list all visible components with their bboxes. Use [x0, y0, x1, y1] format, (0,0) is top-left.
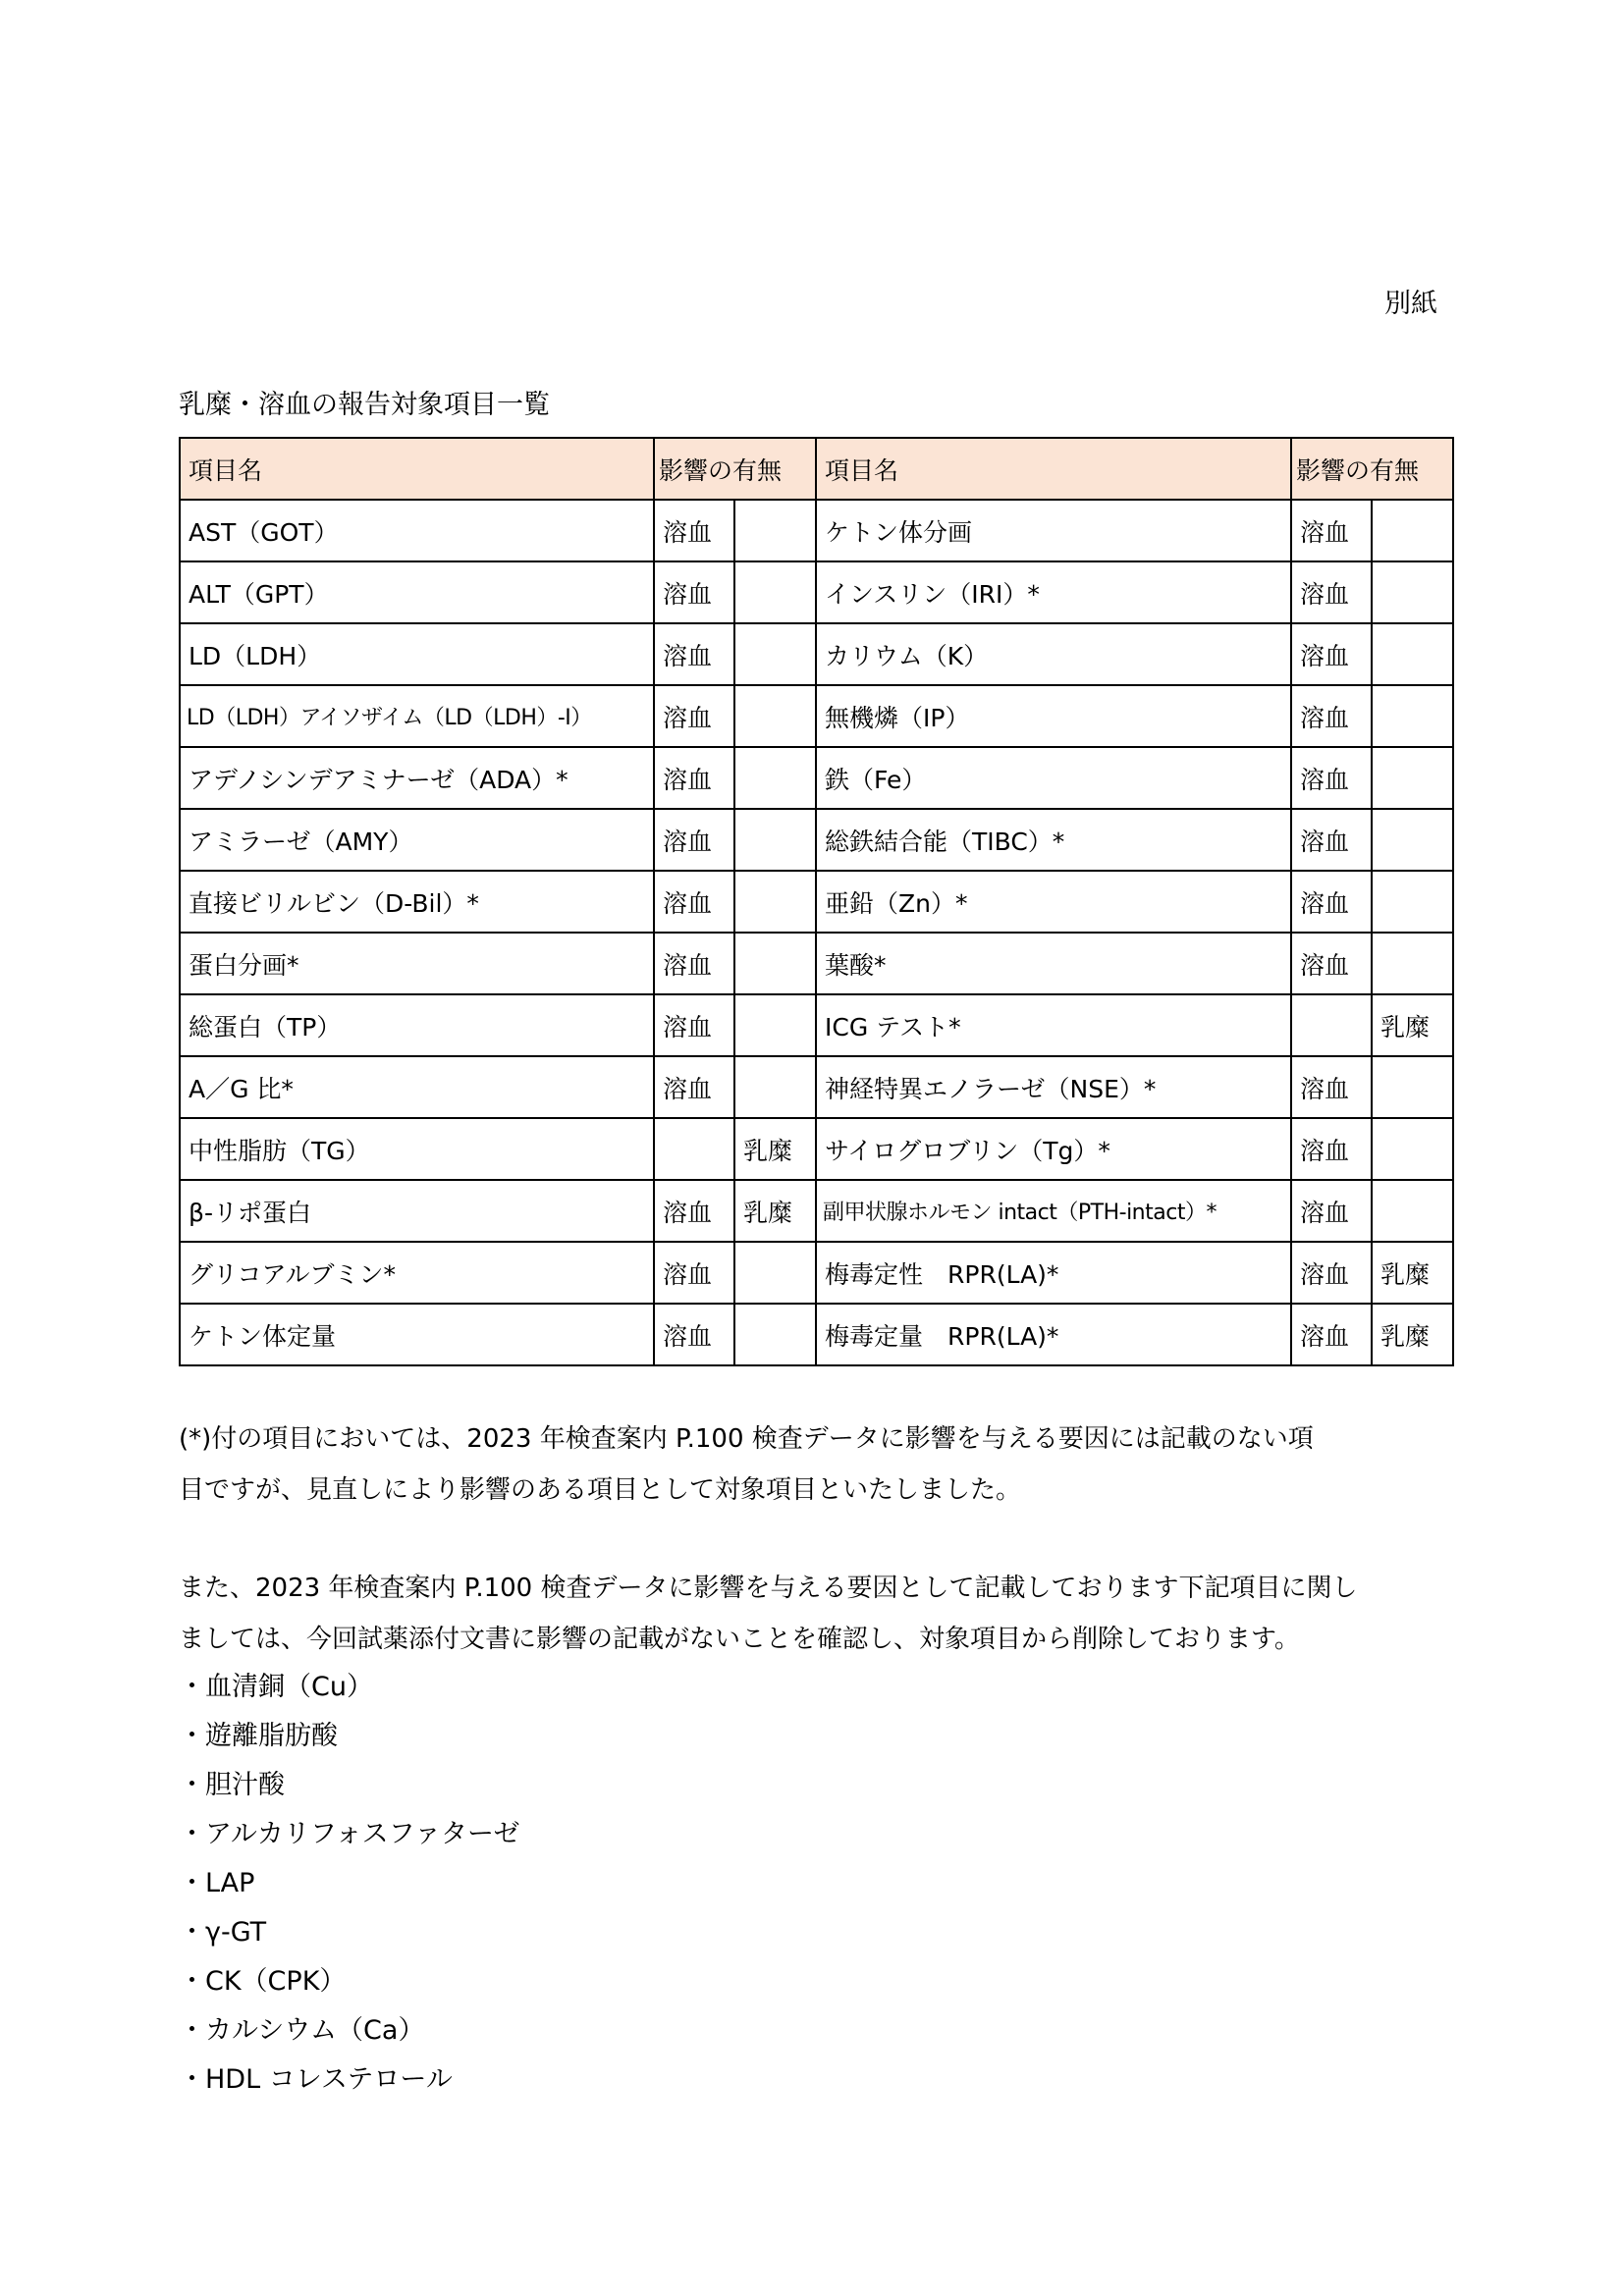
removed-intro-line-2: ましては、今回試薬添付文書に影響の記載がないことを確認し、対象項目から削除しております。 — [179, 1625, 1300, 1654]
right-chyle — [1372, 933, 1453, 994]
asterisk-note — [179, 1414, 1455, 1516]
right-hemolysis — [1291, 994, 1372, 1056]
left-item-name: LD（LDH） — [180, 623, 654, 685]
removed-intro-line-1: また、2023 年検査案内 P.100 検査データに影響を与える要因として記載しております下記項目に関し — [179, 1574, 1358, 1603]
removed-items-list — [179, 1663, 520, 2105]
header-effect-left: 影響の有無 — [654, 438, 816, 500]
right-chyle: 乳糜 — [1372, 1242, 1453, 1304]
list-item: ・血清銅（Cu） — [179, 1672, 373, 1702]
list-item: ・CK（CPK） — [179, 1966, 347, 1997]
right-item-name: 亜鉛（Zn）* — [816, 871, 1291, 933]
left-chyle — [734, 933, 816, 994]
left-hemolysis: 溶血 — [654, 747, 734, 809]
left-chyle — [734, 500, 816, 561]
right-hemolysis: 溶血 — [1291, 1118, 1372, 1180]
right-chyle — [1372, 1056, 1453, 1118]
left-hemolysis: 溶血 — [654, 685, 734, 747]
table-row — [180, 747, 1453, 809]
table-row — [180, 933, 1453, 994]
left-item-name: ケトン体定量 — [180, 1304, 654, 1365]
right-chyle: 乳糜 — [1372, 994, 1453, 1056]
left-item-name: β-リポ蛋白 — [180, 1180, 654, 1242]
right-item-name: 鉄（Fe） — [816, 747, 1291, 809]
right-item-name: 神経特異エノラーゼ（NSE）* — [816, 1056, 1291, 1118]
right-hemolysis: 溶血 — [1291, 1056, 1372, 1118]
attachment-label: 別紙 — [1384, 289, 1437, 319]
list-item: ・胆汁酸 — [179, 1770, 285, 1800]
left-item-name: A／G 比* — [180, 1056, 654, 1118]
table-row — [180, 994, 1453, 1056]
left-chyle — [734, 994, 816, 1056]
left-chyle — [734, 561, 816, 623]
right-hemolysis: 溶血 — [1291, 685, 1372, 747]
left-chyle — [734, 1242, 816, 1304]
left-item-name: 直接ビリルビン（D-Bil）* — [180, 871, 654, 933]
right-hemolysis: 溶血 — [1291, 561, 1372, 623]
right-item-name: 総鉄結合能（TIBC）* — [816, 809, 1291, 871]
left-item-name: 中性脂肪（TG） — [180, 1118, 654, 1180]
left-hemolysis: 溶血 — [654, 809, 734, 871]
report-items-table — [179, 437, 1454, 1366]
list-item: ・γ-GT — [179, 1917, 267, 1948]
right-hemolysis: 溶血 — [1291, 500, 1372, 561]
right-hemolysis: 溶血 — [1291, 871, 1372, 933]
header-item-name-right: 項目名 — [816, 438, 1291, 500]
right-item-name: 無機燐（IP） — [816, 685, 1291, 747]
right-item-name: 梅毒定量 RPR(LA)* — [816, 1304, 1291, 1365]
right-item-name: ケトン体分画 — [816, 500, 1291, 561]
left-hemolysis: 溶血 — [654, 1056, 734, 1118]
left-hemolysis: 溶血 — [654, 933, 734, 994]
removed-items-intro — [179, 1563, 1455, 1665]
header-item-name-left: 項目名 — [180, 438, 654, 500]
left-item-name: 総蛋白（TP） — [180, 994, 654, 1056]
left-hemolysis: 溶血 — [654, 623, 734, 685]
table-row — [180, 1242, 1453, 1304]
table-row — [180, 685, 1453, 747]
table-row — [180, 1304, 1453, 1365]
right-chyle — [1372, 871, 1453, 933]
left-chyle — [734, 1304, 816, 1365]
left-hemolysis: 溶血 — [654, 1180, 734, 1242]
left-item-name: LD（LDH）アイソザイム（LD（LDH）-I） — [180, 685, 654, 747]
left-item-name: AST（GOT） — [180, 500, 654, 561]
list-item: ・カルシウム（Ca） — [179, 2015, 425, 2046]
right-hemolysis: 溶血 — [1291, 747, 1372, 809]
right-hemolysis: 溶血 — [1291, 933, 1372, 994]
table-row — [180, 871, 1453, 933]
left-chyle — [734, 1056, 816, 1118]
left-chyle — [734, 747, 816, 809]
asterisk-note-line-1: (*)付の項目においては、2023 年検査案内 P.100 検査データに影響を与える要因には記載のない項 — [179, 1424, 1314, 1454]
left-item-name: アミラーゼ（AMY） — [180, 809, 654, 871]
left-hemolysis: 溶血 — [654, 561, 734, 623]
table-row — [180, 1118, 1453, 1180]
right-chyle: 乳糜 — [1372, 1304, 1453, 1365]
right-hemolysis: 溶血 — [1291, 1180, 1372, 1242]
left-chyle — [734, 685, 816, 747]
left-hemolysis: 溶血 — [654, 871, 734, 933]
right-item-name: 葉酸* — [816, 933, 1291, 994]
right-hemolysis: 溶血 — [1291, 809, 1372, 871]
right-chyle — [1372, 747, 1453, 809]
left-chyle — [734, 809, 816, 871]
left-hemolysis — [654, 1118, 734, 1180]
table-row — [180, 809, 1453, 871]
left-hemolysis: 溶血 — [654, 1304, 734, 1365]
left-item-name: グリコアルブミン* — [180, 1242, 654, 1304]
list-item: ・遊離脂肪酸 — [179, 1721, 338, 1751]
right-chyle — [1372, 809, 1453, 871]
right-chyle — [1372, 1180, 1453, 1242]
right-hemolysis: 溶血 — [1291, 1304, 1372, 1365]
right-chyle — [1372, 500, 1453, 561]
table-header-row — [180, 438, 1453, 500]
right-item-name: インスリン（IRI）* — [816, 561, 1291, 623]
table-row — [180, 1056, 1453, 1118]
right-item-name: カリウム（K） — [816, 623, 1291, 685]
right-item-name: 梅毒定性 RPR(LA)* — [816, 1242, 1291, 1304]
right-item-name: 副甲状腺ホルモン intact（PTH-intact）* — [816, 1180, 1291, 1242]
table-row — [180, 561, 1453, 623]
table-row — [180, 623, 1453, 685]
list-item: ・アルカリフォスファターゼ — [179, 1819, 520, 1849]
left-hemolysis: 溶血 — [654, 500, 734, 561]
table-row — [180, 1180, 1453, 1242]
header-effect-right: 影響の有無 — [1291, 438, 1453, 500]
table-body — [180, 438, 1453, 1365]
list-item: ・HDL コレステロール — [179, 2064, 453, 2095]
left-chyle: 乳糜 — [734, 1180, 816, 1242]
left-hemolysis: 溶血 — [654, 1242, 734, 1304]
right-chyle — [1372, 561, 1453, 623]
document-title: 乳糜・溶血の報告対象項目一覧 — [179, 390, 550, 420]
right-chyle — [1372, 1118, 1453, 1180]
left-item-name: アデノシンデアミナーゼ（ADA）* — [180, 747, 654, 809]
right-chyle — [1372, 685, 1453, 747]
left-chyle: 乳糜 — [734, 1118, 816, 1180]
list-item: ・LAP — [179, 1868, 255, 1898]
table-row — [180, 500, 1453, 561]
right-hemolysis: 溶血 — [1291, 1242, 1372, 1304]
left-chyle — [734, 871, 816, 933]
right-hemolysis: 溶血 — [1291, 623, 1372, 685]
right-chyle — [1372, 623, 1453, 685]
right-item-name: ICG テスト* — [816, 994, 1291, 1056]
left-item-name: 蛋白分画* — [180, 933, 654, 994]
left-item-name: ALT（GPT） — [180, 561, 654, 623]
right-item-name: サイログロブリン（Tg）* — [816, 1118, 1291, 1180]
asterisk-note-line-2: 目ですが、見直しにより影響のある項目として対象項目といたしました。 — [179, 1475, 1022, 1505]
left-hemolysis: 溶血 — [654, 994, 734, 1056]
left-chyle — [734, 623, 816, 685]
